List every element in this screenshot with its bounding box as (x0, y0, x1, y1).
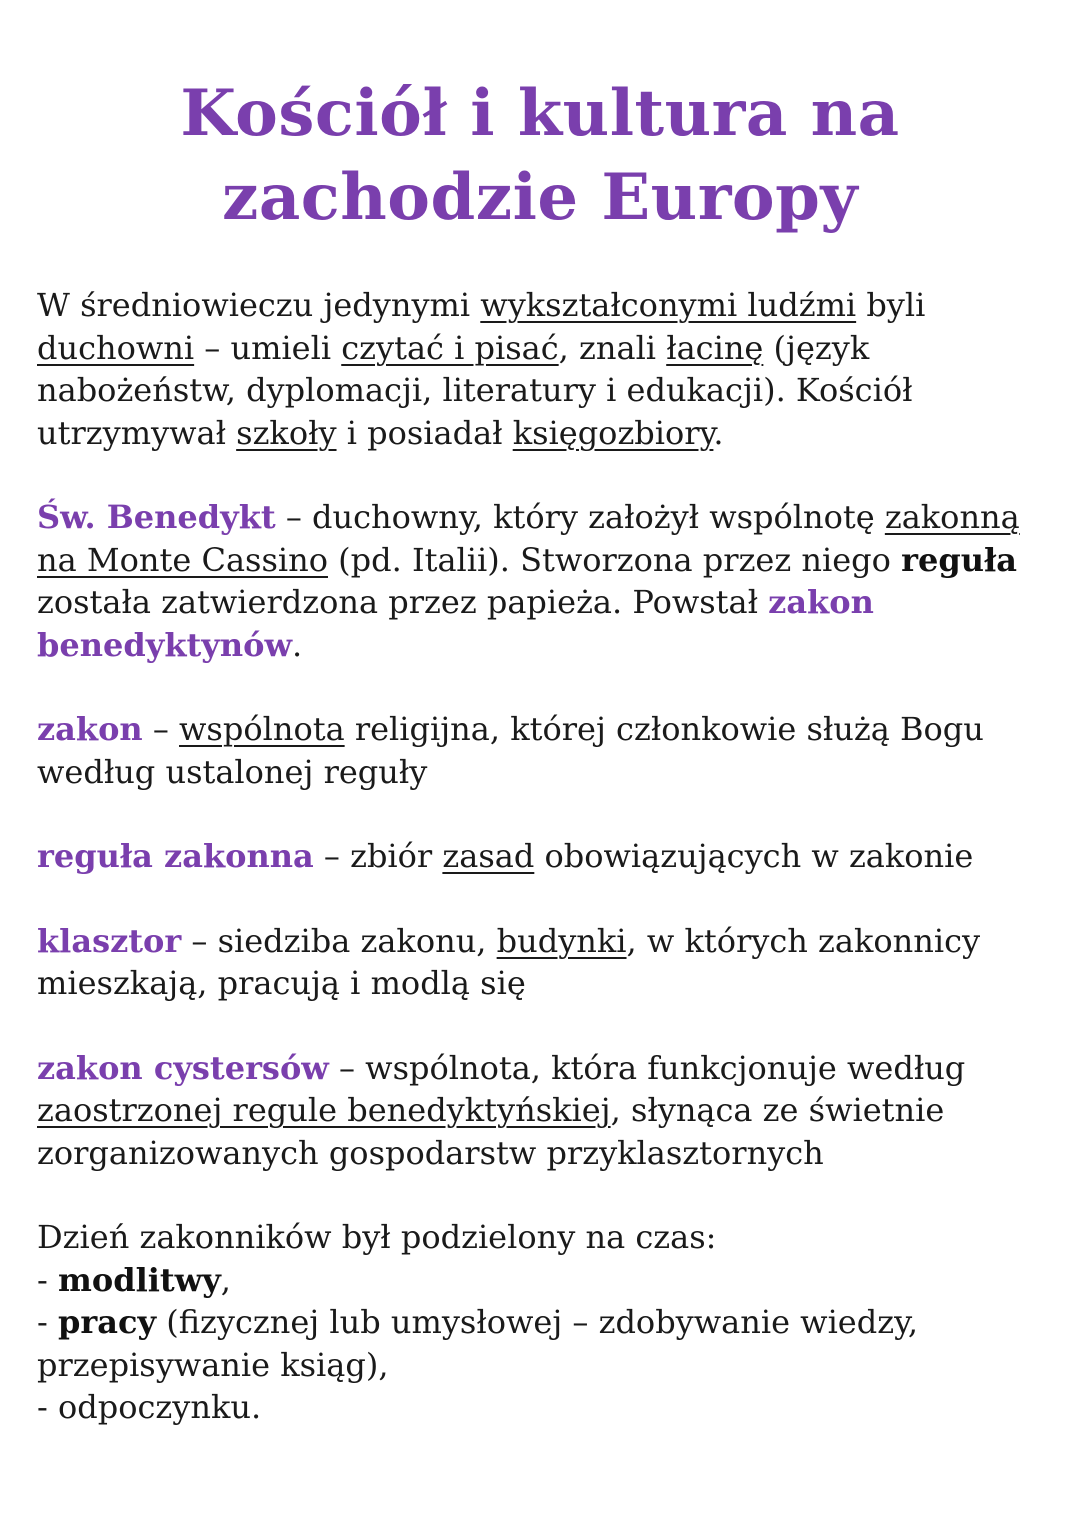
regula-text-2: obowiązujących w zakonie (534, 837, 974, 875)
list-dash-2: - (37, 1303, 58, 1341)
title-line-1: Kościół i kultura na (180, 76, 900, 151)
benedykt-text-2: (pd. Italii). Stworzona przez niego (327, 540, 902, 579)
page-title (37, 72, 1043, 240)
zakon-text-2: religijna, której członkowie służą Bogu według ustalonej reguły (37, 710, 984, 791)
list-item-pracy (37, 1301, 1067, 1386)
intro-underline-1: wykształconymi ludźmi (480, 286, 857, 324)
cystersi-definition (37, 1047, 1067, 1175)
klasztor-definition (37, 920, 1067, 1005)
term-klasztor: klasztor (37, 921, 182, 960)
cystersi-underline-1: zaostrzonej regule benedyktyńskiej (37, 1091, 611, 1129)
klasztor-underline-1: budynki (496, 921, 627, 960)
term-zakon-benedyktynow: zakon benedyktynów (37, 583, 874, 664)
intro-text-4: , znali (558, 328, 667, 367)
term-zakon-cystersow: zakon cystersów (37, 1048, 329, 1087)
intro-text-6: i posiadał (336, 413, 513, 452)
term-benedykt: Św. Benedykt (37, 498, 276, 536)
intro-underline-3: czytać i pisać (341, 328, 559, 367)
title-line-2: zachodzie Europy (221, 160, 859, 235)
klasztor-text-1: – siedziba zakonu, (181, 921, 497, 960)
cystersi-text-2: , słynąca ze świetnie zorganizowanych gospodarstw przyklasztornych (37, 1091, 945, 1172)
intro-text-3: – umieli (194, 328, 342, 367)
list-item-modlitwy (37, 1259, 1067, 1302)
intro-underline-6: księgozbiory (512, 413, 714, 452)
benedykt-paragraph (37, 496, 1067, 666)
regula-text-1: – zbiór (313, 837, 443, 875)
list-item-odpoczynku: - odpoczynku. (37, 1388, 262, 1426)
dzien-zakonnikow (37, 1216, 1067, 1429)
intro-text-7: . (713, 413, 724, 452)
intro-underline-4: łacinę (666, 328, 764, 367)
benedykt-bold-regula: reguła (901, 540, 1017, 579)
dzien-intro: Dzień zakonników był podzielony na czas: (37, 1218, 717, 1256)
list-rest-2: (fizycznej lub umysłowej – zdobywanie wiedzy, przepisywanie ksiąg), (37, 1303, 919, 1384)
intro-text-1: W średniowieczu jedynymi (37, 286, 481, 324)
klasztor-text-2: , w których zakonnicy mieszkają, pracują i modlą się (37, 921, 981, 1002)
zakon-underline-1: wspólnota (179, 710, 345, 748)
intro-text-2: byli (856, 286, 926, 324)
intro-text-5: (język nabożeństw, dyplomacji, literatury i edukacji). Kościół utrzymywał (37, 328, 913, 452)
list-bold-modlitwy: modlitwy (57, 1260, 221, 1299)
regula-underline-1: zasad (442, 837, 535, 875)
benedykt-underline-1: zakonną na Monte Cassino (37, 498, 1020, 579)
intro-underline-2: duchowni (37, 328, 195, 367)
term-zakon: zakon (37, 710, 143, 748)
cystersi-text-1: – wspólnota, która funkcjonuje według (328, 1048, 966, 1087)
benedykt-text-3: została zatwierdzona przez papieża. Powstał (37, 583, 769, 621)
term-regula-zakonna: reguła zakonna (37, 837, 314, 875)
list-dash-1: - (37, 1260, 58, 1299)
benedykt-text-4: . (292, 625, 303, 664)
list-bold-pracy: pracy (57, 1303, 157, 1341)
intro-paragraph (37, 284, 1067, 454)
zakon-text-1: – (142, 710, 180, 748)
regula-definition (37, 835, 1067, 878)
benedykt-text-1: – duchowny, który założył wspólnotę (275, 498, 885, 536)
zakon-definition (37, 708, 1067, 793)
intro-underline-5: szkoły (236, 413, 337, 452)
list-rest-1: , (220, 1260, 231, 1299)
